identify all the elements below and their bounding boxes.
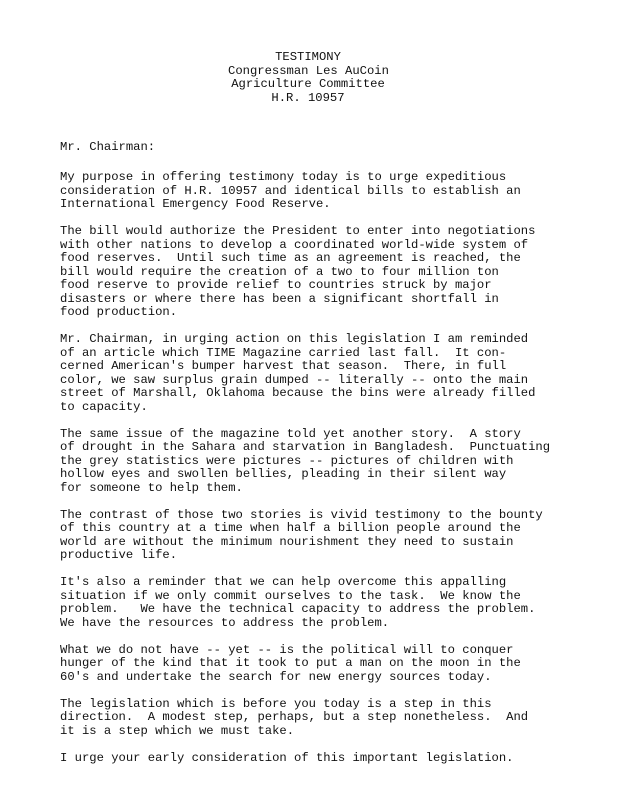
paragraph [60,644,580,685]
header-committee: Agriculture Committee [231,77,385,91]
text-line: to capacity. [60,399,148,414]
text-line: for someone to help them. [60,480,243,495]
text-line: It's also a reminder that we can help overcome this appalling [60,575,507,589]
text-line: street of Marshall, Oklahoma because the bins were already filled [60,386,536,400]
text-line: problem. We have the technical capacity to address the problem. [60,602,536,616]
text-line: 60's and undertake the search for new energy sources today. [60,669,492,684]
text-line: food production. [60,305,178,319]
text-line: food reserve to provide relief to countries struck by major [60,278,492,292]
testimony-header [228,51,388,105]
text-line: The legislation which is before you today is a step in this [60,696,492,711]
text-line: the grey statistics were pictures -- pictures of children with [60,453,514,468]
text-line: disasters or where there has been a significant shortfall in [60,291,499,306]
text-line: of this country at a time when half a billion people around the [60,521,521,535]
text-line: The same issue of the magazine told yet another story. A story [60,426,521,441]
text-line: International Emergency Food Reserve. [60,197,331,211]
text-line: world are without the minimum nourishment they need to sustain [60,534,514,549]
text-line: with other nations to develop a coordinated world-wide system of [60,237,529,252]
header-title: TESTIMONY [275,50,341,64]
paragraph [60,225,580,320]
paragraph [60,509,580,563]
text-line: bill would require the creation of a two to four million ton [60,264,499,279]
paragraph [60,752,580,766]
text-line: cerned American's bumper harvest that season. There, in full [60,359,507,373]
text-line: color, we saw surplus grain dumped -- literally -- onto the main [60,372,529,387]
text-line: it is a step which we must take. [60,723,295,738]
paragraph [60,698,580,739]
text-line: What we do not have -- yet -- is the political will to conquer [60,642,514,657]
paragraph [60,333,580,414]
text-line: of an article which TIME Magazine carried last fall. It con- [60,345,507,360]
paragraph [60,428,580,496]
text-line: We have the resources to address the problem. [60,615,390,630]
text-line: I urge your early consideration of this important legislation. [60,750,514,765]
text-line: My purpose in offering testimony today is to urge expeditious [60,170,507,184]
text-line: hollow eyes and swollen bellies, pleading in their silent way [60,467,507,481]
paragraph [60,171,580,212]
paragraph [60,576,580,630]
text-line: The contrast of those two stories is vivid testimony to the bounty [60,507,543,522]
text-line: situation if we only commit ourselves to the task. We know the [60,588,521,603]
header-bill: H.R. 10957 [271,90,345,105]
text-line: consideration of H.R. 10957 and identical bills to establish an [60,183,521,198]
header-speaker: Congressman Les AuCoin [228,63,389,78]
text-line: food reserves. Until such time as an agreement is reached, the [60,251,521,265]
text-line: The bill would authorize the President to enter into negotiations [60,224,536,238]
text-line: productive life. [60,548,178,562]
text-line: direction. A modest step, perhaps, but a step nonetheless. And [60,710,529,724]
testimony-body [60,171,580,779]
salutation: Mr. Chairman: [60,140,156,154]
text-line: hunger of the kind that it took to put a man on the moon in the [60,656,521,670]
text-line: Mr. Chairman, in urging action on this legislation I am reminded [60,332,529,346]
text-line: of drought in the Sahara and starvation in Bangladesh. Punctuating [60,440,551,454]
